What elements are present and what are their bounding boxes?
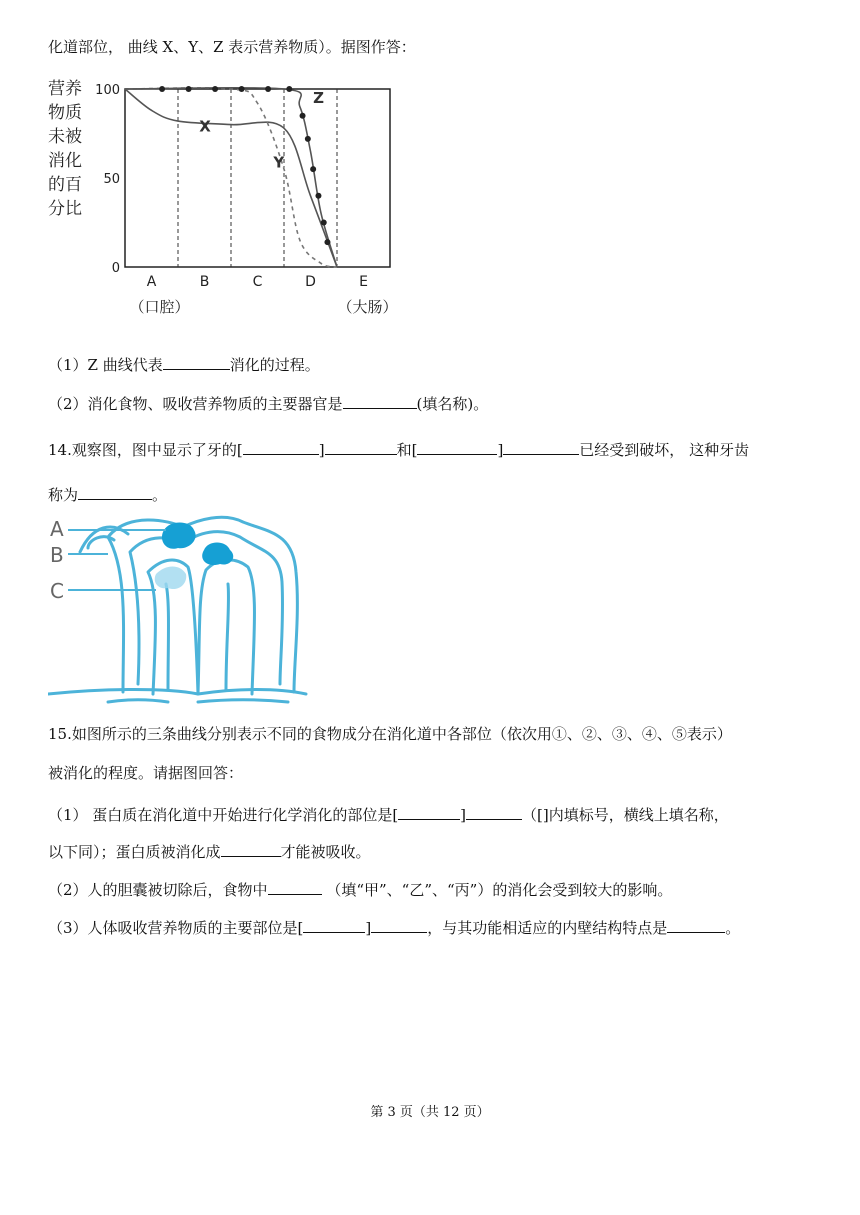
decay-spot [162,523,196,549]
page-footer: 第 3 页（共 12 页） [370,1105,490,1120]
decay-spot [202,543,233,566]
q13-part2: （2）消化食物、吸收营养物质的主要器官是 (填名称)。 [48,392,488,414]
x-category-sublabel: （口腔） [129,298,190,316]
y-label-line: 的百 [48,175,82,195]
q15-part3: （3）人体吸收营养物质的主要部位是[ ] ，与其功能相适应的内壁结构特点是 。 [48,916,740,938]
series-point-z [239,86,245,92]
answer-blank[interactable] [417,438,497,455]
answer-blank[interactable] [163,353,230,370]
series-point-z [305,136,311,142]
series-point-z [324,239,330,245]
series-point-z [310,166,316,172]
y-label-line: 营养 [48,79,82,99]
y-tick-label: 50 [103,172,120,187]
q14-line2: 称为 。 [48,483,167,505]
series-point-z [315,193,321,199]
answer-blank[interactable] [303,916,365,933]
q15-line2: 被消化的程度。请据图回答： [48,764,244,782]
q15-part2: （2）人的胆囊被切除后，食物中 （填“甲”、“乙”、“丙”）的消化会受到较大的影响。 [48,878,672,900]
x-category-labels [129,274,397,316]
tooth-decay-diagram [48,512,308,704]
series-point-z [212,86,218,92]
y-label-line: 消化 [48,151,82,171]
q15-line1: 15.如图所示的三条曲线分别表示不同的食物成分在消化道中各部位（依次用①、②、③、④、⑤表示） [48,725,732,743]
q15-part1-cont: 以下同）；蛋白质被消化成 才能被吸收。 [48,840,371,862]
answer-blank[interactable] [221,840,281,857]
y-tick-label: 0 [111,261,120,276]
series-label-y: Y [273,153,285,172]
series-label-z: Z [313,89,325,108]
x-category-label: A [146,274,157,290]
answer-blank[interactable] [466,803,522,820]
answer-blank[interactable] [78,483,152,500]
q14-line1: 14.观察图，图中显示了牙的[ ] 和[ ] 已经受到破坏， 这种牙齿 [48,438,749,460]
y-label-line: 物质 [48,103,82,123]
x-category-label: C [252,274,263,290]
answer-blank[interactable] [343,392,417,409]
series-point-z [321,220,327,226]
answer-blank[interactable] [398,803,460,820]
q13-part1: （1）Z 曲线代表 消化的过程。 [48,353,320,375]
region-dividers [178,89,337,267]
answer-blank[interactable] [325,438,397,455]
q15-part1: （1） 蛋白质在消化道中开始进行化学消化的部位是[ ] （[]内填标号，横线上填名称， [48,803,729,825]
answer-blank[interactable] [243,438,319,455]
series-point-z [159,86,165,92]
y-tick-labels [95,83,120,276]
tooth-part-label: B [50,543,64,567]
series-label-x: X [199,117,211,136]
y-label-line: 分比 [48,199,82,219]
x-category-label: D [305,274,316,290]
series-point-z [286,86,292,92]
x-category-sublabel: （大肠） [337,298,398,316]
digestion-curve-chart [40,76,420,321]
intro-line: 化道部位， 曲线 X、Y、Z 表示营养物质）。据图作答： [48,38,416,56]
tooth-part-label: C [50,579,64,603]
pulp-highlight [155,567,187,590]
tooth-part-label: A [50,517,64,541]
tooth-labels [50,517,64,603]
answer-blank[interactable] [268,878,322,895]
plot-frame [125,89,390,267]
answer-blank[interactable] [371,916,427,933]
answer-blank[interactable] [667,916,725,933]
answer-blank[interactable] [503,438,579,455]
x-category-label: E [359,274,368,290]
y-tick-label: 100 [95,83,120,98]
series-point-z [265,86,271,92]
series-point-z [186,86,192,92]
x-category-label: B [199,274,210,290]
series-point-z [300,113,306,119]
y-axis-label [48,79,82,219]
y-label-line: 未被 [48,127,82,147]
